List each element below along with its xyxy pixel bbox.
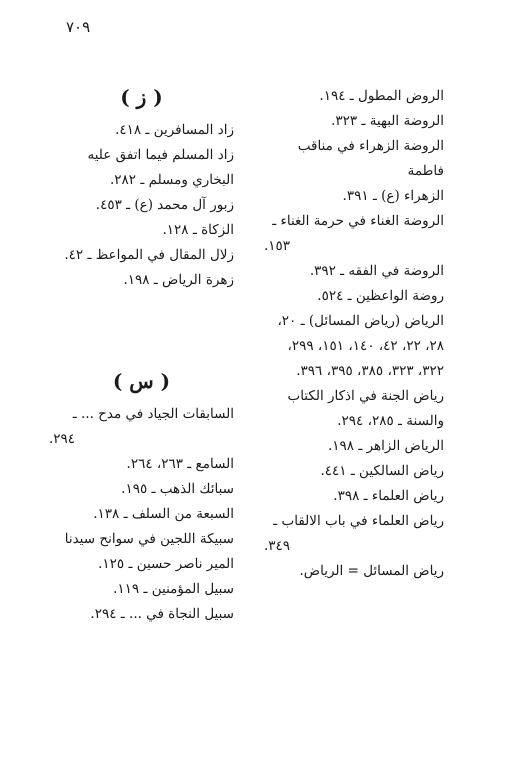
index-entry: زهرة الرياض ـ ١٩٨. xyxy=(123,272,234,288)
index-entry: الروضة الزهراء في مناقب فاطمة xyxy=(297,138,444,179)
index-entry: السامع ـ ٢٦٣، ٢٦٤. xyxy=(126,456,234,472)
index-entry: الزكاة ـ ١٢٨. xyxy=(162,222,234,238)
index-entry: الروضة في الفقه ـ ٣٩٢. xyxy=(309,263,444,279)
index-entry: رياض العلماء في باب الالقاب ـ xyxy=(273,513,444,529)
index-column-left xyxy=(49,84,234,627)
index-entry: سبيكة اللجين في سوانح سيدنا xyxy=(64,531,234,547)
index-entry: الزهراء (ع) ـ ٣٩١. xyxy=(342,188,444,204)
index-entry: رياض الجنة في اذكار الكتاب xyxy=(287,388,444,404)
index-entry: السبعة من السلف ـ ١٣٨. xyxy=(93,506,234,522)
index-entry: والسنة ـ ٢٨٥، ٢٩٤. xyxy=(337,413,444,429)
section-spacer xyxy=(49,293,234,368)
index-entry: السابقات الجياد في مدح ... ـ xyxy=(72,406,234,422)
index-entry: ٢٩٤. xyxy=(49,431,76,447)
page-number: ٧٠٩ xyxy=(66,18,91,36)
index-entry: البخاري ومسلم ـ ٢٨٢. xyxy=(110,172,234,188)
index-entry: ٣٢٢، ٣٢٣، ٣٨٥، ٣٩٥، ٣٩٦. xyxy=(296,363,444,379)
index-entry: زاد المسلم فيما اتفق عليه xyxy=(87,147,234,163)
index-entry: الرياض (رياض المسائل) ـ ٢٠، xyxy=(277,313,444,329)
index-entry: زبور آل محمد (ع) ـ ٤٥٣. xyxy=(95,197,234,213)
index-column-right xyxy=(264,84,444,584)
index-entry: ١٥٣. xyxy=(264,238,291,254)
index-entry: المير ناصر حسين ـ ١٢٥. xyxy=(98,556,234,572)
index-entry: الروض المطول ـ ١٩٤. xyxy=(319,88,444,104)
index-entry: ٣٤٩. xyxy=(264,538,291,554)
index-entry: رياض المسائل = الرياض. xyxy=(299,563,444,579)
index-entry: الروضة الغناء في حرمة الغناء ـ xyxy=(272,213,444,229)
section-header: ( ز ) xyxy=(120,85,163,109)
index-entry: سبيل النجاة في ... ـ ٢٩٤. xyxy=(90,606,234,622)
index-entry: زلال المقال في المواعظ ـ ٤٢. xyxy=(64,247,234,263)
index-entry: ٢٨، ٢٢، ٤٢، ١٤٠، ١٥١، ٢٩٩، xyxy=(287,338,444,354)
index-entry: الرياض الزاهر ـ ١٩٨. xyxy=(327,438,444,454)
index-entry: روضة الواعظين ـ ٥٢٤. xyxy=(317,288,444,304)
index-entry: رياض السالكين ـ ٤٤١. xyxy=(320,463,444,479)
index-entry: الروضة البهية ـ ٣٢٣. xyxy=(331,113,444,129)
index-entry: زاد المسافرين ـ ٤١٨. xyxy=(115,122,234,138)
index-entry: سبائك الذهب ـ ١٩٥. xyxy=(121,481,234,497)
index-entry: سبيل المؤمنين ـ ١١٩. xyxy=(113,581,234,597)
section-header: ( س ) xyxy=(112,369,171,393)
index-entry: رياض العلماء ـ ٣٩٨. xyxy=(333,488,444,504)
